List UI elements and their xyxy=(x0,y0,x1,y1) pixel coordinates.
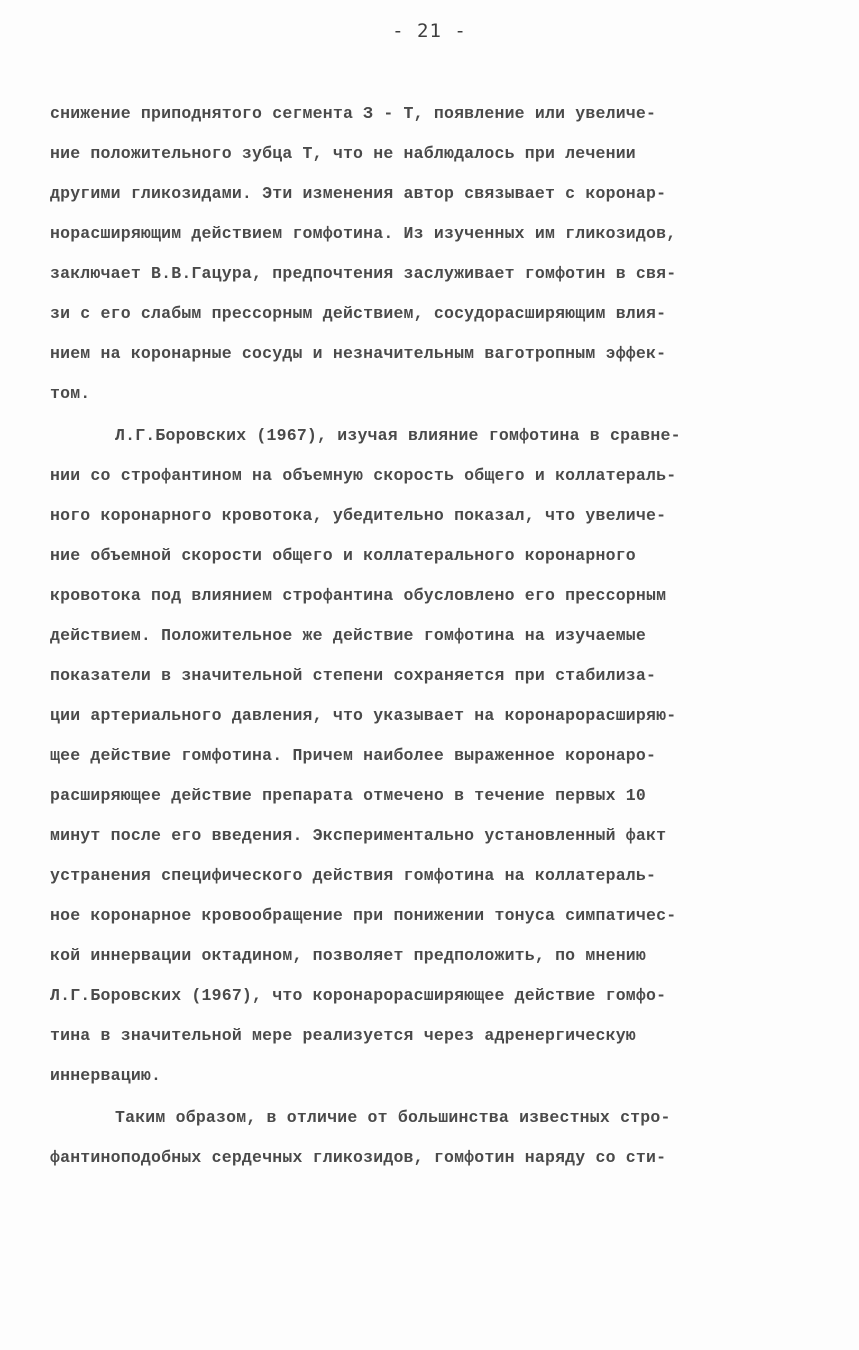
text-line: снижение приподнятого сегмента З - Т, появление или увеличе- xyxy=(50,104,657,123)
text-line: кой иннервации октадином, позволяет предположить, по мнению xyxy=(50,946,646,965)
text-line: щее действие гомфотина. Причем наиболее выраженное коронаро- xyxy=(50,746,657,765)
paragraph-first-line: Таким образом, в отличие от большинства известных стро- xyxy=(115,1108,671,1127)
text-line: зи с его слабым прессорным действием, сосудорасширяющим влия- xyxy=(50,304,667,323)
text-line: ное коронарное кровообращение при понижении тонуса симпатичес- xyxy=(50,906,677,925)
text-line: ние положительного зубца Т, что не наблюдалось при лечении xyxy=(50,144,636,163)
paragraph-first-line: Л.Г.Боровских (1967), изучая влияние гомфотина в сравне- xyxy=(115,426,681,445)
text-line: норасширяющим действием гомфотина. Из изученных им гликозидов, xyxy=(50,224,677,243)
text-line: ние объемной скорости общего и коллатерального коронарного xyxy=(50,546,636,565)
text-line: том. xyxy=(50,384,91,403)
text-line: тина в значительной мере реализуется через адренергическую xyxy=(50,1026,636,1045)
text-line: нии со строфантином на объемную скорость общего и коллатераль- xyxy=(50,466,677,485)
text-line: кровотока под влиянием строфантина обусловлено его прессорным xyxy=(50,586,667,605)
text-line: ного коронарного кровотока, убедительно показал, что увеличе- xyxy=(50,506,667,525)
text-line: нием на коронарные сосуды и незначительным ваготропным эффек- xyxy=(50,344,667,363)
text-line: другими гликозидами. Эти изменения автор связывает с коронар- xyxy=(50,184,667,203)
page-number: - 21 - xyxy=(392,20,467,42)
text-line: заключает В.В.Гацура, предпочтения заслуживает гомфотин в свя- xyxy=(50,264,677,283)
text-line: расширяющее действие препарата отмечено в течение первых 10 xyxy=(50,786,646,805)
text-line: минут после его введения. Экспериментально установленный факт xyxy=(50,826,667,845)
text-line: показатели в значительной степени сохраняется при стабилиза- xyxy=(50,666,657,685)
text-line: иннервацию. xyxy=(50,1066,162,1085)
text-line: ции артериального давления, что указывает на коронарорасширяю- xyxy=(50,706,677,725)
text-line: устранения специфического действия гомфотина на коллатераль- xyxy=(50,866,657,885)
text-line: действием. Положительное же действие гомфотина на изучаемые xyxy=(50,626,646,645)
text-line: Л.Г.Боровских (1967), что коронарорасширяющее действие гомфо- xyxy=(50,986,667,1005)
text-line: фантиноподобных сердечных гликозидов, гомфотин наряду со сти- xyxy=(50,1148,667,1167)
